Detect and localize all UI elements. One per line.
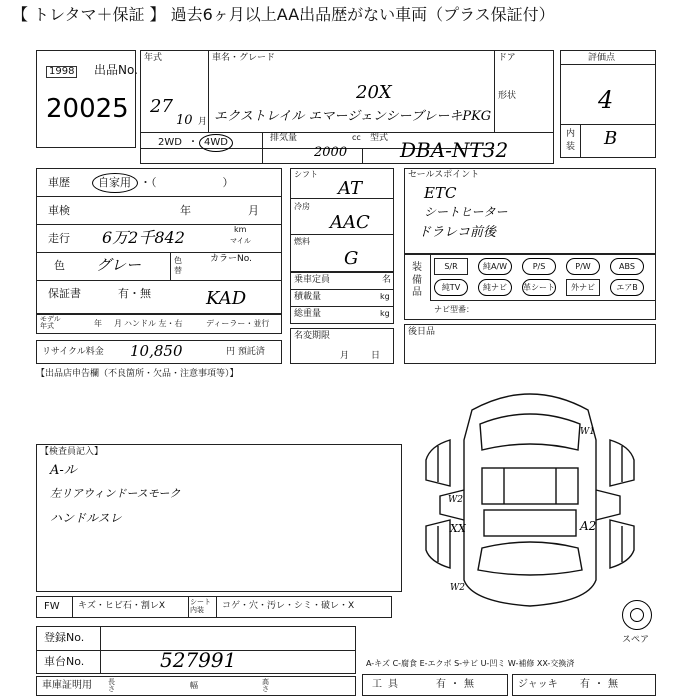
recycle-value: 10,850 bbox=[130, 342, 183, 360]
eq-power-steering: P/S bbox=[522, 258, 556, 275]
load-unit: kg bbox=[380, 292, 390, 301]
cert-width: 幅 bbox=[190, 681, 198, 690]
mile-unit: マイル bbox=[230, 237, 251, 245]
color-change-label: 色替 bbox=[174, 256, 182, 276]
recycle-unit: 円 預託済 bbox=[226, 347, 265, 357]
model-label: 型式 bbox=[370, 133, 389, 143]
shaken-year: 年 bbox=[180, 204, 191, 217]
color-label: 色 bbox=[54, 259, 65, 272]
chassis-value: 527991 bbox=[160, 648, 237, 672]
fw-label: FW bbox=[44, 601, 60, 612]
diagram-mark-xx: XX bbox=[450, 522, 466, 535]
eq-navi: 純ナビ bbox=[478, 279, 512, 296]
model-year-label: モデル年式 bbox=[40, 315, 61, 330]
fuel-label: 燃料 bbox=[294, 237, 310, 246]
displacement-label: 排気量 bbox=[270, 133, 298, 143]
colorno-value: KAD bbox=[206, 288, 247, 309]
reki-value: 自家用 bbox=[98, 176, 131, 189]
declaration-label: 【出品店申告欄（不良箇所・欠品・注意事項等）】 bbox=[36, 369, 239, 379]
eq-sr: S/R bbox=[434, 258, 468, 275]
eq-airbag: エアB bbox=[610, 279, 644, 296]
color-value: グレー bbox=[96, 256, 142, 274]
fw-items: キズ・ヒビ石・割レX bbox=[78, 601, 165, 611]
sales-line-2: シートヒーター bbox=[424, 205, 508, 219]
year-label: 年式 bbox=[144, 53, 163, 63]
tools-value: 有・無 bbox=[436, 679, 478, 690]
spare-label: スペア bbox=[622, 635, 650, 645]
mileage-value: 6万2千842 bbox=[102, 228, 185, 247]
grade-value: 20X bbox=[356, 82, 392, 103]
shaken-month: 月 bbox=[248, 204, 259, 217]
diagram-mark-w2: W2 bbox=[448, 495, 463, 505]
drive-4wd-circle bbox=[199, 134, 233, 152]
cert-height: 高さ bbox=[262, 678, 269, 693]
shift-label: シフト bbox=[294, 170, 318, 179]
month-value: 10 bbox=[176, 113, 193, 128]
name-value: エクストレイル エマージェンシーブレーキPKG bbox=[214, 109, 492, 124]
month-unit: 月 bbox=[198, 117, 208, 127]
ac-value: AAC bbox=[330, 212, 370, 233]
sales-label: セールスポイント bbox=[408, 170, 480, 180]
eq-alloy-wheel: 純A/W bbox=[478, 258, 512, 275]
model-month-unit: 月 bbox=[114, 319, 122, 328]
gross-unit: kg bbox=[380, 309, 390, 318]
gross-label: 総重量 bbox=[294, 309, 322, 319]
warranty-label: 保証書 bbox=[48, 287, 81, 300]
cert-label: 車庫証明用 bbox=[42, 680, 92, 691]
eq-leather-seat: 革シート bbox=[522, 279, 556, 296]
eq-tv: 純TV bbox=[434, 279, 468, 296]
sales-line-1: ETC bbox=[424, 184, 457, 202]
inspector-label: 【検査員記入】 bbox=[40, 447, 104, 457]
shift-value: AT bbox=[338, 178, 363, 199]
inspector-line-3: ハンドルスレ bbox=[50, 511, 122, 525]
lot-label: 出品No. bbox=[94, 63, 138, 77]
drive-4wd: 4WD bbox=[204, 137, 228, 148]
km-unit: km bbox=[234, 225, 247, 234]
reki-rest: ・（ ） bbox=[140, 176, 234, 189]
score-label: 評価点 bbox=[588, 53, 616, 63]
equipment-label: 装備品 bbox=[412, 262, 422, 298]
cert-length: 長さ bbox=[108, 678, 115, 693]
damage-legend: A-キズ C-腐食 E-エクボ S-サビ U-凹ミ W-補修 XX-交換済 bbox=[366, 659, 575, 668]
displacement-value: 2000 bbox=[314, 145, 348, 160]
header-title: 【 トレタマ＋保証 】 過去6ヶ月以上AA出品歴がない車両（プラス保証付） bbox=[12, 5, 555, 24]
colorno-label: カラーNo. bbox=[210, 254, 252, 264]
jack-value: 有・無 bbox=[580, 679, 622, 690]
eq-power-window: P/W bbox=[566, 258, 600, 275]
reki-label: 車歴 bbox=[48, 176, 70, 189]
interior-value: B bbox=[604, 128, 618, 149]
reg-label: 登録No. bbox=[44, 631, 85, 644]
navi-model-label: ナビ型番： bbox=[434, 305, 474, 314]
shape-label: 形状 bbox=[498, 91, 517, 101]
diagram-mark-w2b: W2 bbox=[450, 583, 465, 593]
capacity-label: 乗車定員 bbox=[294, 275, 331, 285]
ac-label: 冷房 bbox=[294, 202, 310, 211]
fuel-value: G bbox=[344, 248, 359, 269]
reki-circle bbox=[92, 173, 138, 193]
jack-label: ジャッキ bbox=[518, 679, 558, 690]
cc-unit: cc bbox=[352, 133, 361, 142]
handle-label: ハンドル 左・右 bbox=[124, 319, 183, 328]
chassis-label: 車台No. bbox=[44, 655, 85, 668]
owner-change-unit: 月日 bbox=[340, 351, 403, 361]
diagram-mark-a2: A2 bbox=[580, 519, 597, 533]
car-diagram bbox=[410, 380, 650, 616]
eq-aftermarket-navi: 外ナビ bbox=[566, 279, 600, 296]
interior-label: 内装 bbox=[566, 129, 576, 152]
warranty-value: 有・無 bbox=[118, 287, 151, 300]
eq-abs: ABS bbox=[610, 258, 644, 275]
name-label: 車名・グレード bbox=[212, 53, 276, 63]
capacity-unit: 名 bbox=[382, 275, 392, 285]
inspector-line-1: A-ル bbox=[50, 463, 77, 478]
sales-line-3: ドラレコ前後 bbox=[418, 225, 497, 240]
recycle-label: リサイクル料金 bbox=[42, 347, 104, 357]
diagram-mark-w1: W1 bbox=[580, 427, 595, 437]
model-year-unit: 年 bbox=[94, 319, 102, 328]
model-value: DBA-NT32 bbox=[400, 138, 509, 162]
score-value: 4 bbox=[598, 86, 614, 114]
mileage-label: 走行 bbox=[48, 232, 70, 245]
lot-year-tag: 1998 bbox=[46, 66, 77, 78]
dealer-label: ディーラー・並行 bbox=[206, 319, 270, 328]
door-label: ドア bbox=[498, 53, 516, 63]
shaken-label: 車検 bbox=[48, 204, 70, 217]
load-label: 積載量 bbox=[294, 292, 322, 302]
owner-change-label: 名変期限 bbox=[294, 331, 331, 341]
after-items-box bbox=[404, 324, 656, 364]
lot-number: 20025 bbox=[46, 94, 129, 124]
tools-label: 工具 bbox=[372, 679, 404, 690]
inspector-line-2: 左リアウィンドースモーク bbox=[50, 487, 181, 500]
seat-items: コゲ・穴・汚レ・シミ・破レ・X bbox=[222, 601, 355, 611]
seat-label: シート内装 bbox=[190, 598, 211, 615]
drive-2wd: 2WD bbox=[158, 137, 182, 148]
after-items-label: 後日品 bbox=[408, 327, 436, 337]
year-value: 27 bbox=[150, 96, 173, 117]
